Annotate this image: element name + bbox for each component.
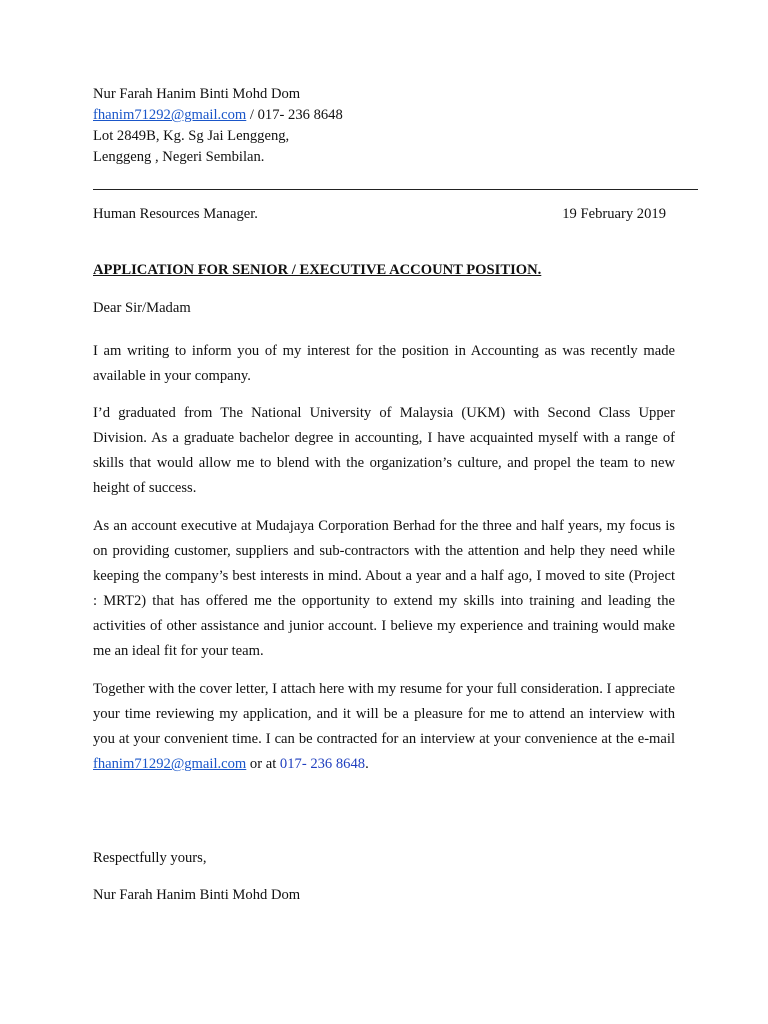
recipient: Human Resources Manager.	[93, 206, 258, 222]
paragraph-4-end: .	[365, 756, 369, 772]
paragraph-4-email-link[interactable]: fhanim71292@gmail.com	[93, 756, 247, 772]
header-divider	[93, 189, 698, 190]
closing: Respectfully yours,	[93, 850, 207, 866]
sender-contact-line	[93, 105, 343, 126]
salutation: Dear Sir/Madam	[93, 300, 191, 316]
paragraph-4-mid: or at	[246, 756, 280, 772]
paragraph-2: I’d graduated from The National University of Malaysia (UKM) with Second Class Upper Division. As a graduate bachelor degree in accounting, I have acquainted myself with a range of skills that would allow me to blend with the organization’s culture, and propel the team to new height of success.	[93, 405, 675, 496]
paragraph-4-text: Together with the cover letter, I attach here with my resume for your full consideration. I appreciate your time reviewing my application, and it will be a pleasure for me to attend an interview with you at your convenient time. I can be contracted for an interview at your convenience at the e-mail	[93, 681, 675, 747]
sender-address-line1: Lot 2849B, Kg. Sg Jai Lenggeng,	[93, 128, 290, 144]
sender-email-link[interactable]: fhanim71292@gmail.com	[93, 107, 247, 123]
sender-block	[93, 84, 343, 168]
subject-line: APPLICATION FOR SENIOR / EXECUTIVE ACCOUNT POSITION.	[93, 262, 542, 278]
letter-date: 19 February 2019	[562, 206, 666, 222]
paragraph-4	[93, 677, 675, 777]
sender-phone: / 017- 236 8648	[246, 107, 343, 123]
signature-name: Nur Farah Hanim Binti Mohd Dom	[93, 887, 301, 903]
sender-name: Nur Farah Hanim Binti Mohd Dom	[93, 86, 301, 102]
paragraph-1: I am writing to inform you of my interest for the position in Accounting as was recently made available in your company.	[93, 343, 675, 384]
sender-address-line2: Lenggeng , Negeri Sembilan.	[93, 149, 265, 165]
paragraph-3: As an account executive at Mudajaya Corporation Berhad for the three and half years, my focus is on providing customer, suppliers and sub-contractors with the attention and help they need while keeping the company’s best interests in mind. About a year and a half ago, I moved to site (Project : MRT2) that has offered me the opportunity to extend my skills into training and leading the activities of other assistance and junior account. I believe my experience and training would make me an ideal fit for your team.	[93, 518, 675, 659]
paragraph-4-phone: 017- 236 8648	[279, 756, 366, 772]
recipient-date-row	[93, 206, 666, 223]
